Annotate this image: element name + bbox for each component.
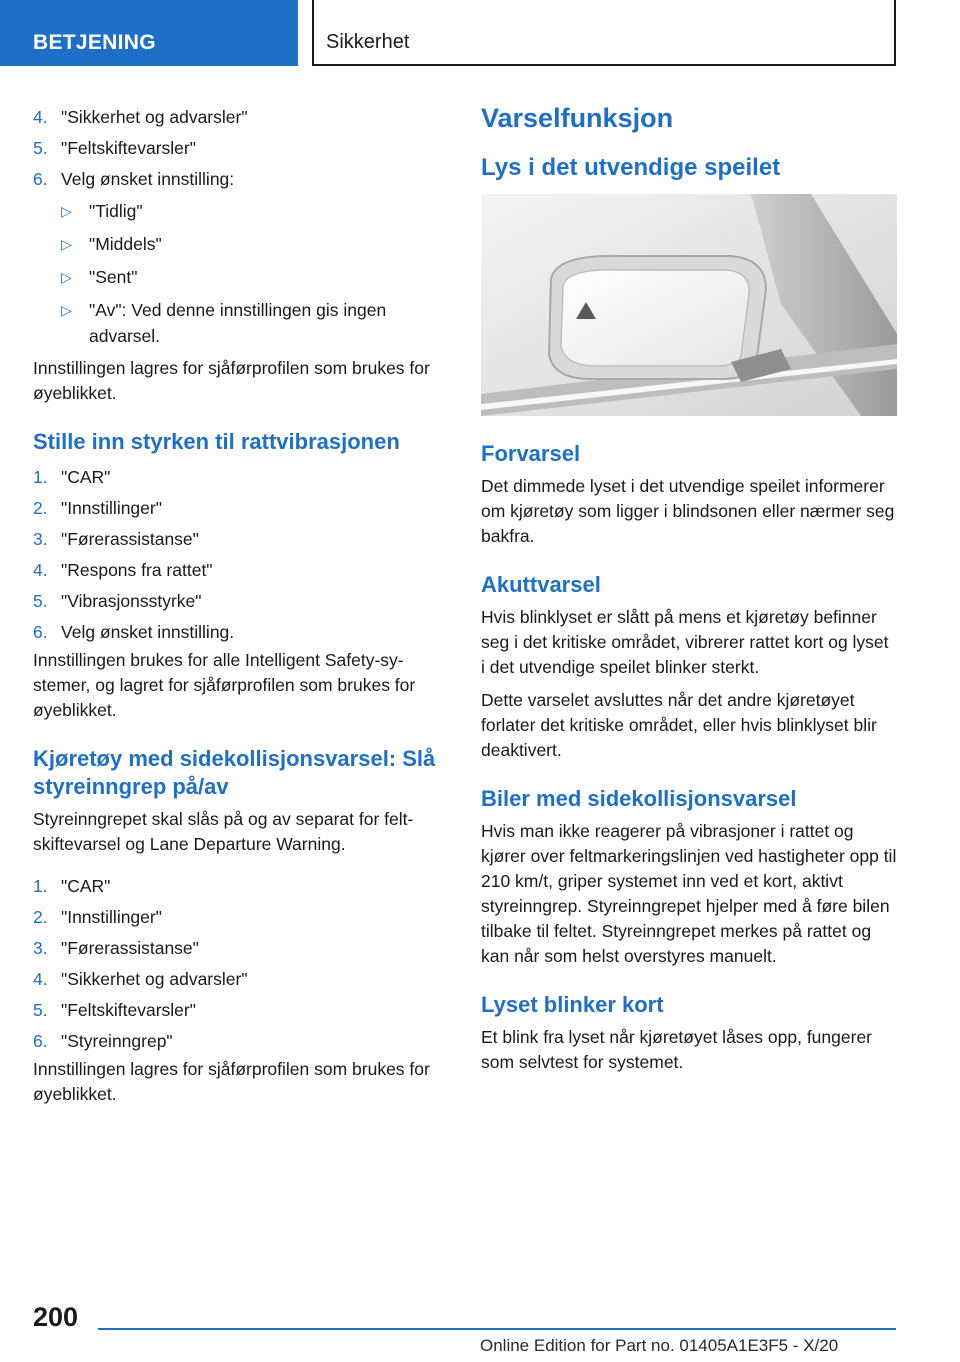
steps-list-a xyxy=(33,102,443,195)
step-number: 5. xyxy=(33,138,48,158)
list-item xyxy=(33,164,443,195)
step-text: Velg ønsket innstilling. xyxy=(61,622,235,642)
list-item xyxy=(33,102,443,133)
step-number: 6. xyxy=(33,1031,48,1051)
list-item xyxy=(33,964,443,995)
list-item xyxy=(33,462,443,493)
footer-divider xyxy=(98,1328,896,1330)
step-number: 1. xyxy=(33,876,48,896)
option-text: "Sent" xyxy=(89,267,138,287)
list-item xyxy=(33,586,443,617)
step-number: 5. xyxy=(33,1000,48,1020)
paragraph: Et blink fra lyset når kjøretøyet låses opp, fungerer som selvtest for systemet. xyxy=(481,1027,872,1072)
section-heading: Lys i det utvendige speilet xyxy=(481,154,781,181)
step-text: "Førerassistanse" xyxy=(61,938,199,958)
page-title: Varselfunksjon xyxy=(481,103,674,133)
side-mirror-warning-icon xyxy=(481,194,897,416)
step-text: "Vibrasjonsstyrke" xyxy=(61,591,202,611)
step-text: "Førerassistanse" xyxy=(61,529,199,549)
step-number: 1. xyxy=(33,467,48,487)
step-text: "Feltskiftevarsler" xyxy=(61,138,196,158)
step-number: 6. xyxy=(33,169,48,189)
list-item xyxy=(33,493,443,524)
section-heading: Lyset blinker kort xyxy=(481,992,664,1017)
step-text: "CAR" xyxy=(61,467,111,487)
step-text: "Innstillinger" xyxy=(61,907,162,927)
step-text: "Sikkerhet og advarsler" xyxy=(61,969,248,989)
list-item xyxy=(33,555,443,586)
paragraph: Innstillingen lagres for sjåførprofilen som brukes for øyeblikket. xyxy=(33,358,430,403)
step-text: "Sikkerhet og advarsler" xyxy=(61,107,248,127)
step-text: "Styreinngrep" xyxy=(61,1031,173,1051)
list-item xyxy=(33,133,443,164)
list-item xyxy=(61,231,443,257)
step-number: 4. xyxy=(33,560,48,580)
step-number: 4. xyxy=(33,969,48,989)
step-text: "CAR" xyxy=(61,876,111,896)
list-item xyxy=(33,933,443,964)
option-text: "Av": Ved denne innstillingen gis ingen advarsel. xyxy=(89,300,387,346)
list-item xyxy=(33,995,443,1026)
paragraph: Dette varselet avsluttes når det andre kjøretøyet forlater det kritiske området, eller hvis blinklyset blir deaktivert. xyxy=(481,690,877,760)
page-number: 200 xyxy=(33,1302,79,1332)
options-list xyxy=(61,198,443,349)
option-text: "Middels" xyxy=(89,234,162,254)
step-number: 4. xyxy=(33,107,48,127)
step-number: 6. xyxy=(33,622,48,642)
paragraph: Hvis blinklyset er slått på mens et kjøretøy befinner seg i det kritiske området, vibrerer rattet kort og lyset i det utvendige speilet blinker sterkt. xyxy=(481,607,889,677)
triangle-bullet-icon: ▷ xyxy=(61,302,72,318)
paragraph: Innstillingen lagres for sjåførprofilen som brukes for øyeblikket. xyxy=(33,1059,430,1104)
paragraph: Innstillingen brukes for alle Intelligent Safety-systemer, og lagret for sjåførprofilen som brukes for øyeblikket. xyxy=(33,650,416,720)
list-item xyxy=(33,617,443,648)
footer-edition-text: Online Edition for Part no. 01405A1E3F5 - X/20 xyxy=(480,1336,839,1355)
section-heading: Stille inn styrken til rattvibrasjonen xyxy=(33,429,400,454)
paragraph: Det dimmede lyset i det utvendige speilet informerer om kjøretøy som ligger i blindsonen eller nærmer seg bakfra. xyxy=(481,476,895,546)
topic-tab: Sikkerhet xyxy=(312,0,896,66)
right-column xyxy=(481,102,897,1083)
list-item xyxy=(61,297,443,349)
option-text: "Tidlig" xyxy=(89,201,143,221)
triangle-bullet-icon: ▷ xyxy=(61,203,72,219)
step-number: 5. xyxy=(33,591,48,611)
section-heading: Biler med sidekollisjonsvarsel xyxy=(481,786,797,811)
steps-list-c xyxy=(33,871,443,1057)
triangle-bullet-icon: ▷ xyxy=(61,236,72,252)
triangle-bullet-icon: ▷ xyxy=(61,269,72,285)
step-text: Velg ønsket innstilling: xyxy=(61,169,235,189)
step-text: "Respons fra rattet" xyxy=(61,560,213,580)
list-item xyxy=(61,264,443,290)
section-heading: Kjøretøy med sidekollisjonsvarsel: Slå styreinngrep på/av xyxy=(33,746,436,799)
list-item xyxy=(61,198,443,224)
steps-list-b xyxy=(33,462,443,648)
step-number: 2. xyxy=(33,498,48,518)
step-text: "Innstillinger" xyxy=(61,498,162,518)
list-item xyxy=(33,524,443,555)
step-number: 2. xyxy=(33,907,48,927)
step-text: "Feltskiftevarsler" xyxy=(61,1000,196,1020)
paragraph: Hvis man ikke reagerer på vibrasjoner i rattet og kjører over feltmarkeringslinjen ved hastigheter opp til 210 km/t, griper systemet inn ved et kort, aktivt styreinngrep. Styreinngrepet hjelper med å føre bilen tilbake til feltet. Styreinngrepet merkes på rattet og kan når som helst overstyres manuelt. xyxy=(481,821,897,966)
section-heading: Akuttvarsel xyxy=(481,572,601,597)
section-heading: Forvarsel xyxy=(481,441,581,466)
list-item xyxy=(33,902,443,933)
list-item xyxy=(33,871,443,902)
list-item xyxy=(33,1026,443,1057)
left-column xyxy=(33,102,443,1115)
section-tab: BETJENING xyxy=(0,0,298,66)
step-number: 3. xyxy=(33,529,48,549)
paragraph: Styreinngrepet skal slås på og av separat for feltskiftevarsel og Lane Departure Warning. xyxy=(33,809,414,854)
step-number: 3. xyxy=(33,938,48,958)
